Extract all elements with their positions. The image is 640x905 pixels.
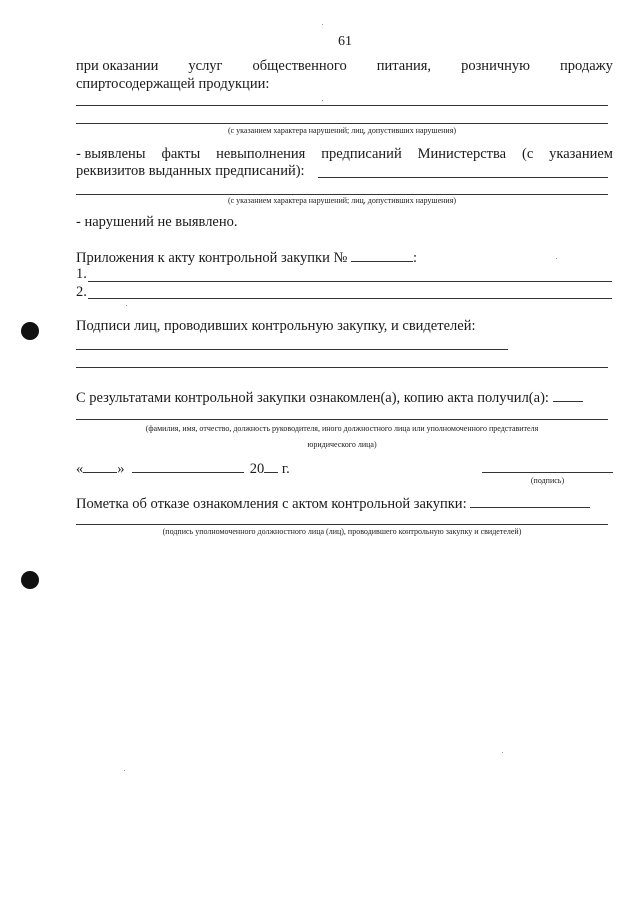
word: розничную [461, 58, 530, 74]
scan-speck [124, 770, 125, 771]
refusal-field[interactable] [470, 494, 590, 508]
year-prefix: 20 [249, 461, 265, 477]
signatures-title: Подписи лиц, проводивших контрольную закупку, и свидетелей: [76, 318, 476, 334]
year-suffix: г. [281, 461, 290, 477]
word: (с [521, 146, 534, 162]
attachments-title [76, 248, 417, 267]
attachment-number-field[interactable] [351, 248, 413, 262]
signature-line[interactable] [76, 349, 508, 350]
year-field[interactable] [264, 459, 278, 473]
note-signature: (подпись) [530, 476, 565, 485]
month-field[interactable] [132, 459, 244, 473]
word: общественного [252, 58, 347, 74]
note-violations: (с указанием характера нарушений; лиц, допустивших нарушения) [227, 126, 457, 135]
word: услуг [188, 58, 223, 74]
paragraph-2-line-1 [76, 146, 613, 163]
word: при оказании [76, 58, 159, 74]
scan-speck [556, 258, 557, 259]
open-quote: « [76, 461, 84, 477]
day-field[interactable] [83, 459, 117, 473]
word: - выявлены [76, 146, 146, 162]
word: продажу [560, 58, 613, 74]
word: питания, [376, 58, 432, 74]
attachment-2-line[interactable] [88, 298, 612, 299]
note-person-line-2: юридического лица) [307, 440, 377, 449]
person-line[interactable] [76, 419, 608, 420]
scan-speck [502, 752, 503, 753]
acquainted-label: С результатами контрольной закупки ознакомлен(а), копию акта получил(а): [76, 390, 549, 406]
word: невыполнения [216, 146, 306, 162]
refusal-text [76, 494, 590, 513]
attachments-label: Приложения к акту контрольной закупки № [76, 250, 348, 266]
attachment-item-2: 2. [76, 284, 87, 300]
colon: : [412, 250, 417, 266]
fill-line [76, 105, 608, 106]
signature-line[interactable] [76, 367, 608, 368]
page-number: 61 [338, 34, 352, 49]
fill-line [76, 123, 608, 124]
word: Министерства [417, 146, 507, 162]
word: указанием [549, 146, 613, 162]
note-person-line-1: (фамилия, имя, отчество, должность руководителя, иного должностного лица или уполномоченного представителя [145, 424, 539, 433]
note-violations-2: (с указанием характера нарушений; лиц, допустивших нарушения) [227, 196, 457, 205]
fill-line [76, 194, 608, 195]
refusal-label: Пометка об отказе ознакомления с актом контрольной закупки: [76, 496, 467, 512]
word: факты [161, 146, 201, 162]
scan-speck [322, 24, 323, 25]
scan-speck [322, 100, 323, 101]
close-quote: » [117, 461, 125, 477]
attachment-item-1: 1. [76, 266, 87, 282]
label: реквизитов выданных предписаний): [76, 163, 305, 179]
attachment-1-line[interactable] [88, 281, 612, 282]
fill-line [318, 177, 608, 178]
date-row [76, 459, 290, 478]
paragraph-1-line-1 [76, 58, 613, 75]
scan-speck [126, 305, 127, 306]
punch-hole-icon [21, 571, 39, 589]
word: предписаний [321, 146, 402, 162]
punch-hole-icon [21, 322, 39, 340]
official-line[interactable] [76, 524, 608, 525]
paragraph-2-line-2 [76, 163, 305, 180]
acquainted-field[interactable] [553, 388, 583, 402]
no-violations-text: - нарушений не выявлено. [76, 214, 238, 230]
paragraph-1-line-2: спиртосодержащей продукции: [76, 76, 270, 92]
note-official: (подпись уполномоченного должностного лица (лиц), проводившего контрольную закупку и свидетелей) [162, 527, 522, 536]
signature-line[interactable] [482, 472, 613, 473]
acquainted-text [76, 388, 583, 407]
